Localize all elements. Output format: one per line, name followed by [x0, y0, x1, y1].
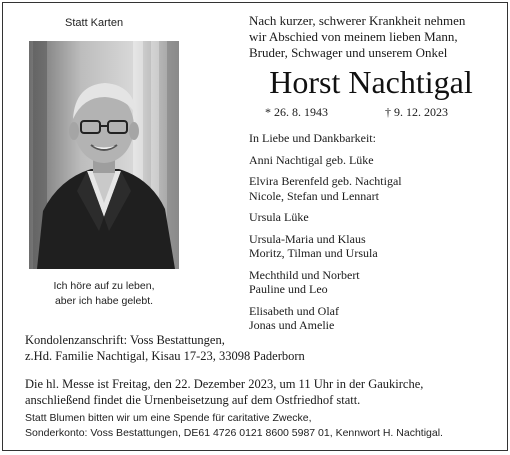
- quote: [29, 279, 179, 309]
- mourner-group: [249, 232, 507, 261]
- intro-line-3: Bruder, Schwager und unserem Onkel: [249, 45, 448, 60]
- donation-info: [25, 411, 505, 441]
- condolence-line-1: Kondolenzanschrift: Voss Bestattungen,: [25, 333, 225, 347]
- mourners-heading: In Liebe und Dankbarkeit:: [249, 131, 376, 145]
- mass-line-1: Die hl. Messe ist Freitag, den 22. Dezember 2023, um 11 Uhr in der Gaukirche,: [25, 377, 424, 391]
- statt-karten-label: Statt Karten: [65, 17, 124, 29]
- intro-line-2: wir Abschied von meinem lieben Mann,: [249, 29, 458, 44]
- mourner-group: [249, 304, 507, 333]
- condolence-address: [25, 333, 505, 364]
- death-date: † 9. 12. 2023: [385, 105, 448, 119]
- mourner-line: Ursula Lüke: [249, 210, 309, 224]
- mourner-line: Jonas und Amelie: [249, 318, 335, 332]
- mourner-group: [249, 174, 507, 203]
- intro-line-1: Nach kurzer, schwerer Krankheit nehmen: [249, 13, 466, 28]
- mourner-line: Anni Nachtigal geb. Lüke: [249, 152, 374, 167]
- obituary-notice: [2, 2, 508, 451]
- mourner-line: Mechthild und Norbert: [249, 267, 360, 282]
- mourner-line: Nicole, Stefan und Lennart: [249, 188, 379, 203]
- portrait-photo-icon: [29, 41, 179, 269]
- donation-line-2: Sonderkonto: Voss Bestattungen, DE61 4726 0121 8600 5987 01, Kennwort H. Nachtigal.: [25, 427, 443, 439]
- mourners-list: [249, 131, 507, 340]
- mourner-line: Elisabeth und Olaf: [249, 303, 339, 318]
- mourner-group: [249, 153, 507, 168]
- quote-line-1: Ich höre auf zu leben,: [53, 280, 155, 292]
- mourner-line: Pauline und Leo: [249, 282, 328, 296]
- mourner-line: Moritz, Tilman und Ursula: [249, 246, 378, 260]
- quote-line-2: aber ich habe gelebt.: [54, 295, 154, 307]
- condolence-line-2: z.Hd. Familie Nachtigal, Kisau 17-23, 33098 Paderborn: [25, 348, 305, 363]
- mass-line-2: anschließend findet die Urnenbeisetzung auf dem Ostfriedhof statt.: [25, 392, 361, 407]
- funeral-mass-info: [25, 377, 505, 408]
- intro-text: [249, 13, 507, 61]
- mourner-group: [249, 210, 507, 225]
- donation-line-1: Statt Blumen bitten wir um eine Spende für caritative Zwecke,: [25, 412, 312, 424]
- portrait-photo: [29, 41, 179, 269]
- birth-date: * 26. 8. 1943: [265, 105, 328, 119]
- mourner-line: Elvira Berenfeld geb. Nachtigal: [249, 174, 402, 188]
- mourner-line: Ursula-Maria und Klaus: [249, 231, 366, 246]
- deceased-name: Horst Nachtigal: [269, 64, 473, 100]
- mourner-group: [249, 268, 507, 297]
